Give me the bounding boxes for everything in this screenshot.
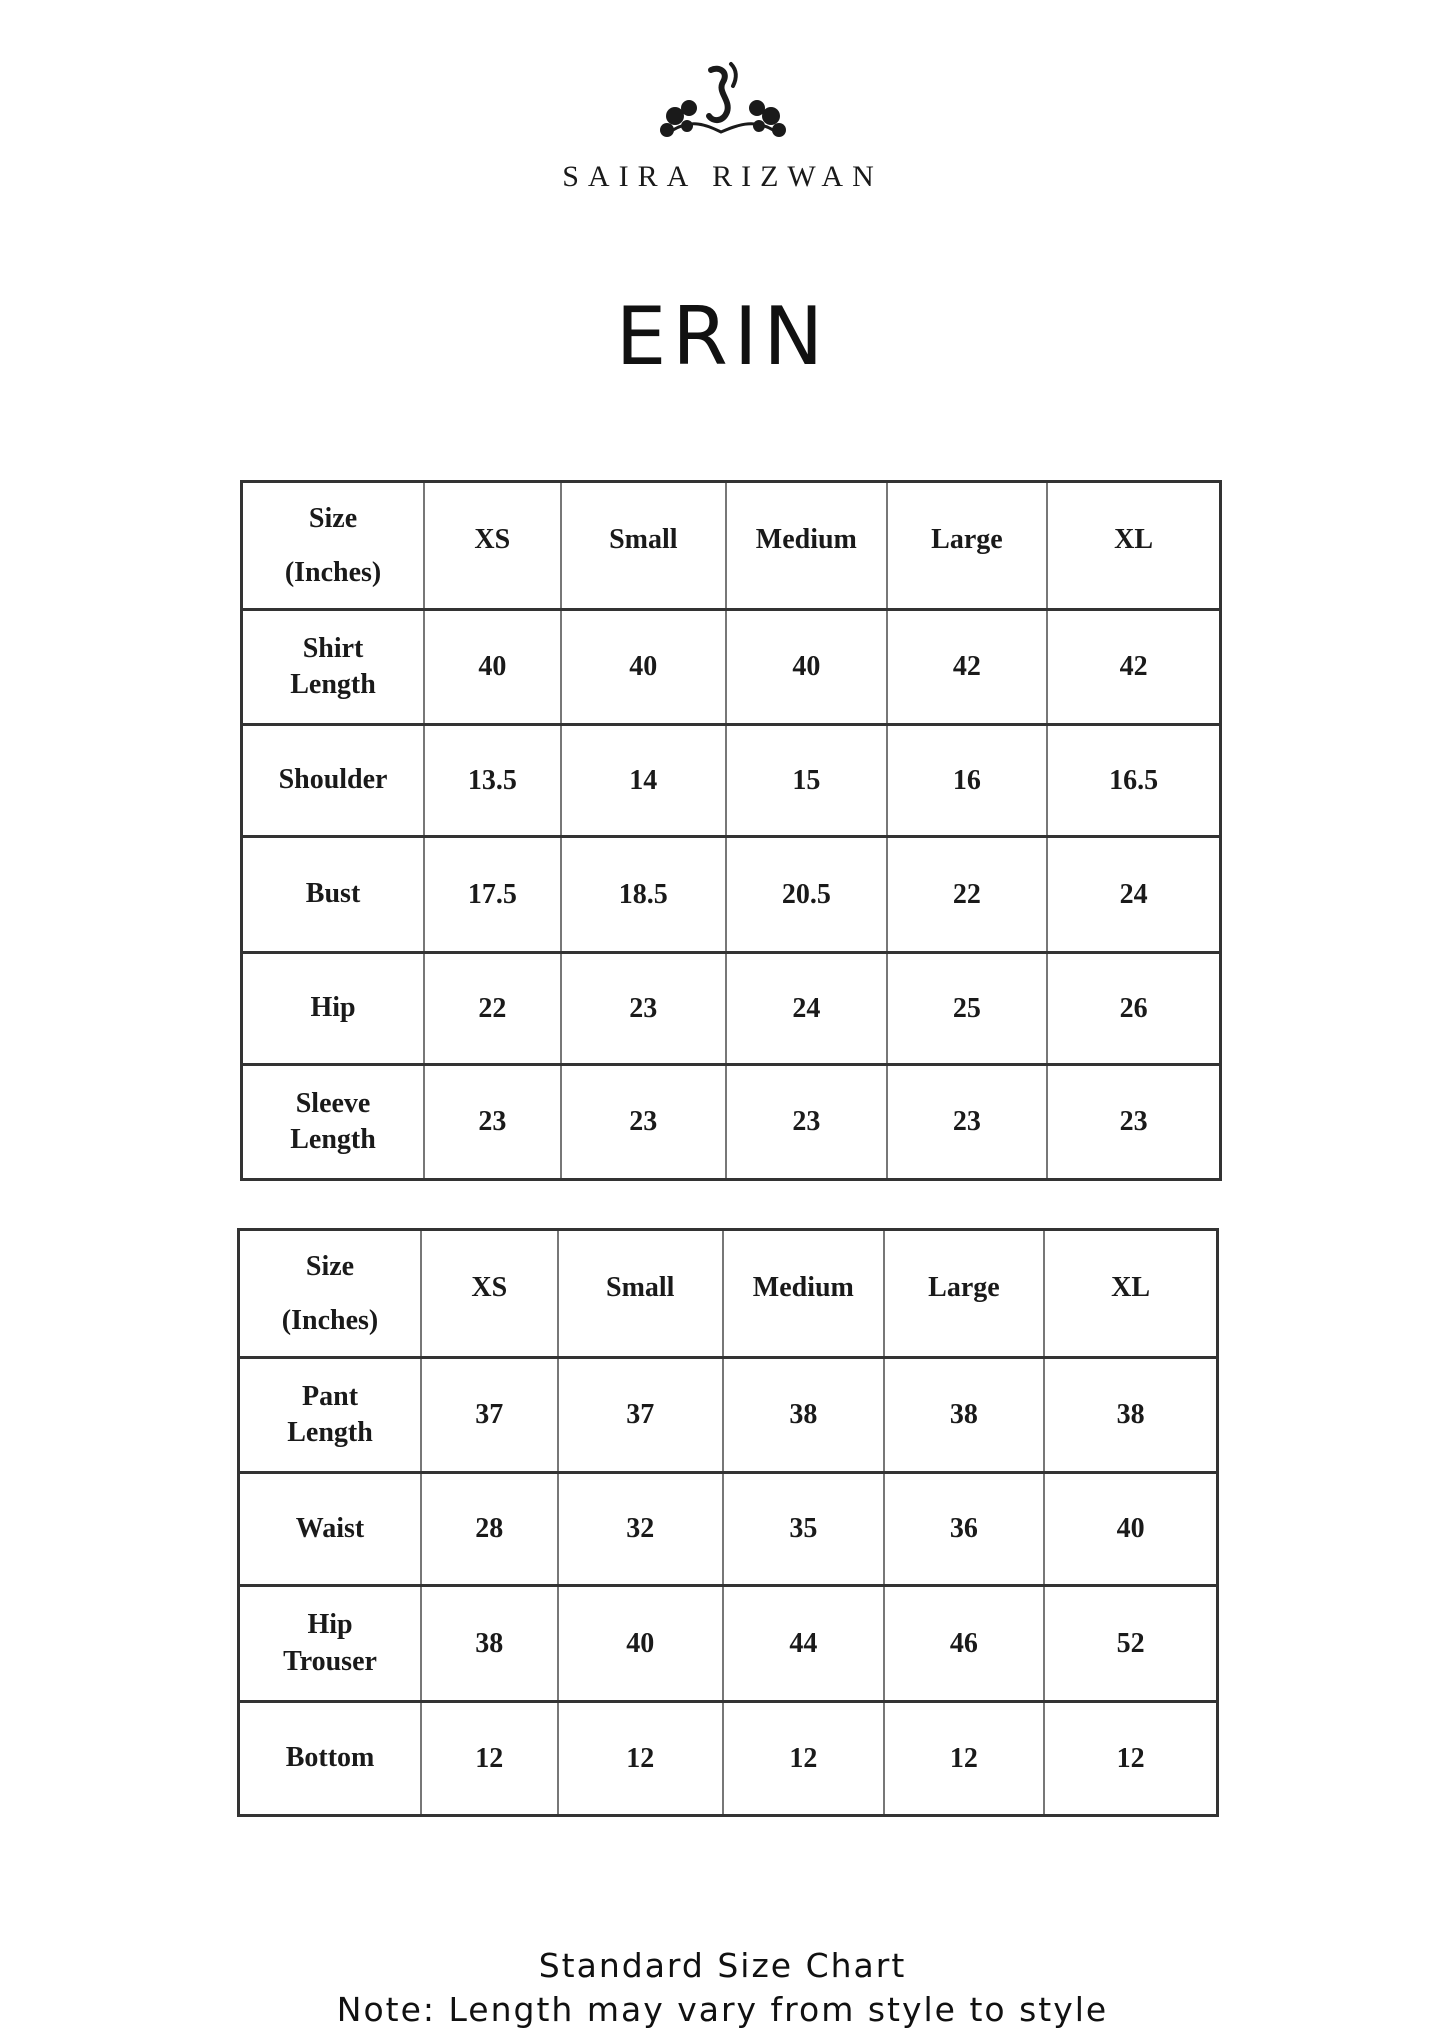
table-cell: 14 — [561, 725, 726, 837]
table-cell: 28 — [421, 1473, 557, 1586]
size-col-xs: XS — [421, 1230, 557, 1358]
size-col-medium: Medium — [723, 1230, 884, 1358]
size-col-small: Small — [558, 1230, 723, 1358]
row-label: Shirt Length — [242, 610, 425, 725]
size-header-label: Size — [308, 503, 358, 535]
row-label: Hip Trouser — [239, 1586, 422, 1702]
row-label: Waist — [239, 1473, 422, 1586]
table-cell: 38 — [723, 1358, 884, 1473]
table-cell: 37 — [558, 1358, 723, 1473]
size-col-small: Small — [561, 482, 726, 610]
size-col-xl: XL — [1044, 1230, 1217, 1358]
table-row — [239, 1473, 1218, 1586]
row-label: Bottom — [239, 1702, 422, 1816]
table-cell: 32 — [558, 1473, 723, 1586]
table-cell: 17.5 — [424, 837, 561, 953]
table-cell: 40 — [726, 610, 887, 725]
table-cell: 25 — [887, 953, 1047, 1065]
table-row — [239, 1586, 1218, 1702]
table-cell: 38 — [1044, 1358, 1217, 1473]
table-cell: 23 — [561, 1065, 726, 1180]
table-header-row — [239, 1230, 1218, 1358]
size-col-xs: XS — [424, 482, 561, 610]
table-cell: 44 — [723, 1586, 884, 1702]
table-cell: 38 — [884, 1358, 1045, 1473]
table-cell: 40 — [561, 610, 726, 725]
footer-note: Note: Length may vary from style to style — [336, 1990, 1109, 2029]
footer-chart-label: Standard Size Chart — [538, 1946, 907, 1985]
size-col-medium: Medium — [726, 482, 887, 610]
size-col-large: Large — [887, 482, 1047, 610]
size-header-cell — [242, 482, 425, 610]
size-header-label: Size — [305, 1251, 355, 1283]
table-cell: 12 — [558, 1702, 723, 1816]
table-row — [242, 610, 1221, 725]
row-label: Pant Length — [239, 1358, 422, 1473]
table-cell: 38 — [421, 1586, 557, 1702]
table-cell: 12 — [1044, 1702, 1217, 1816]
row-label: Hip — [242, 953, 425, 1065]
table-cell: 42 — [1047, 610, 1220, 725]
row-label: Sleeve Length — [242, 1065, 425, 1180]
table-cell: 13.5 — [424, 725, 561, 837]
table-row — [239, 1702, 1218, 1816]
table-cell: 37 — [421, 1358, 557, 1473]
table-cell: 16 — [887, 725, 1047, 837]
top-size-table — [240, 480, 1222, 1181]
floral-monogram-icon — [653, 60, 793, 142]
table-cell: 12 — [421, 1702, 557, 1816]
table-cell: 12 — [884, 1702, 1045, 1816]
table-cell: 22 — [424, 953, 561, 1065]
brand-name: SAIRA RIZWAN — [562, 160, 883, 193]
table-row — [239, 1358, 1218, 1473]
table-cell: 24 — [726, 953, 887, 1065]
table-cell: 23 — [1047, 1065, 1220, 1180]
table-cell: 22 — [887, 837, 1047, 953]
size-col-large: Large — [884, 1230, 1045, 1358]
table-row — [242, 837, 1221, 953]
table-cell: 40 — [424, 610, 561, 725]
table-cell: 12 — [723, 1702, 884, 1816]
table-cell: 23 — [726, 1065, 887, 1180]
table-cell: 35 — [723, 1473, 884, 1586]
row-label: Shoulder — [242, 725, 425, 837]
table-header-row — [242, 482, 1221, 610]
table-cell: 36 — [884, 1473, 1045, 1586]
bottom-size-table — [237, 1228, 1219, 1817]
size-col-xl: XL — [1047, 482, 1220, 610]
table-cell: 23 — [561, 953, 726, 1065]
table-cell: 23 — [887, 1065, 1047, 1180]
table-cell: 24 — [1047, 837, 1220, 953]
table-cell: 40 — [558, 1586, 723, 1702]
table-cell: 20.5 — [726, 837, 887, 953]
size-header-unit: (Inches) — [281, 1304, 379, 1336]
page-title: ERIN — [615, 290, 830, 383]
table-cell: 40 — [1044, 1473, 1217, 1586]
brand-logo — [0, 60, 1445, 194]
table-cell: 52 — [1044, 1586, 1217, 1702]
row-label: Bust — [242, 837, 425, 953]
table-cell: 16.5 — [1047, 725, 1220, 837]
table-cell: 46 — [884, 1586, 1045, 1702]
size-header-cell — [239, 1230, 422, 1358]
table-cell: 26 — [1047, 953, 1220, 1065]
size-header-unit: (Inches) — [284, 556, 382, 588]
table-cell: 15 — [726, 725, 887, 837]
table-row — [242, 725, 1221, 837]
table-cell: 23 — [424, 1065, 561, 1180]
table-row — [242, 1065, 1221, 1180]
table-cell: 18.5 — [561, 837, 726, 953]
table-row — [242, 953, 1221, 1065]
table-cell: 42 — [887, 610, 1047, 725]
